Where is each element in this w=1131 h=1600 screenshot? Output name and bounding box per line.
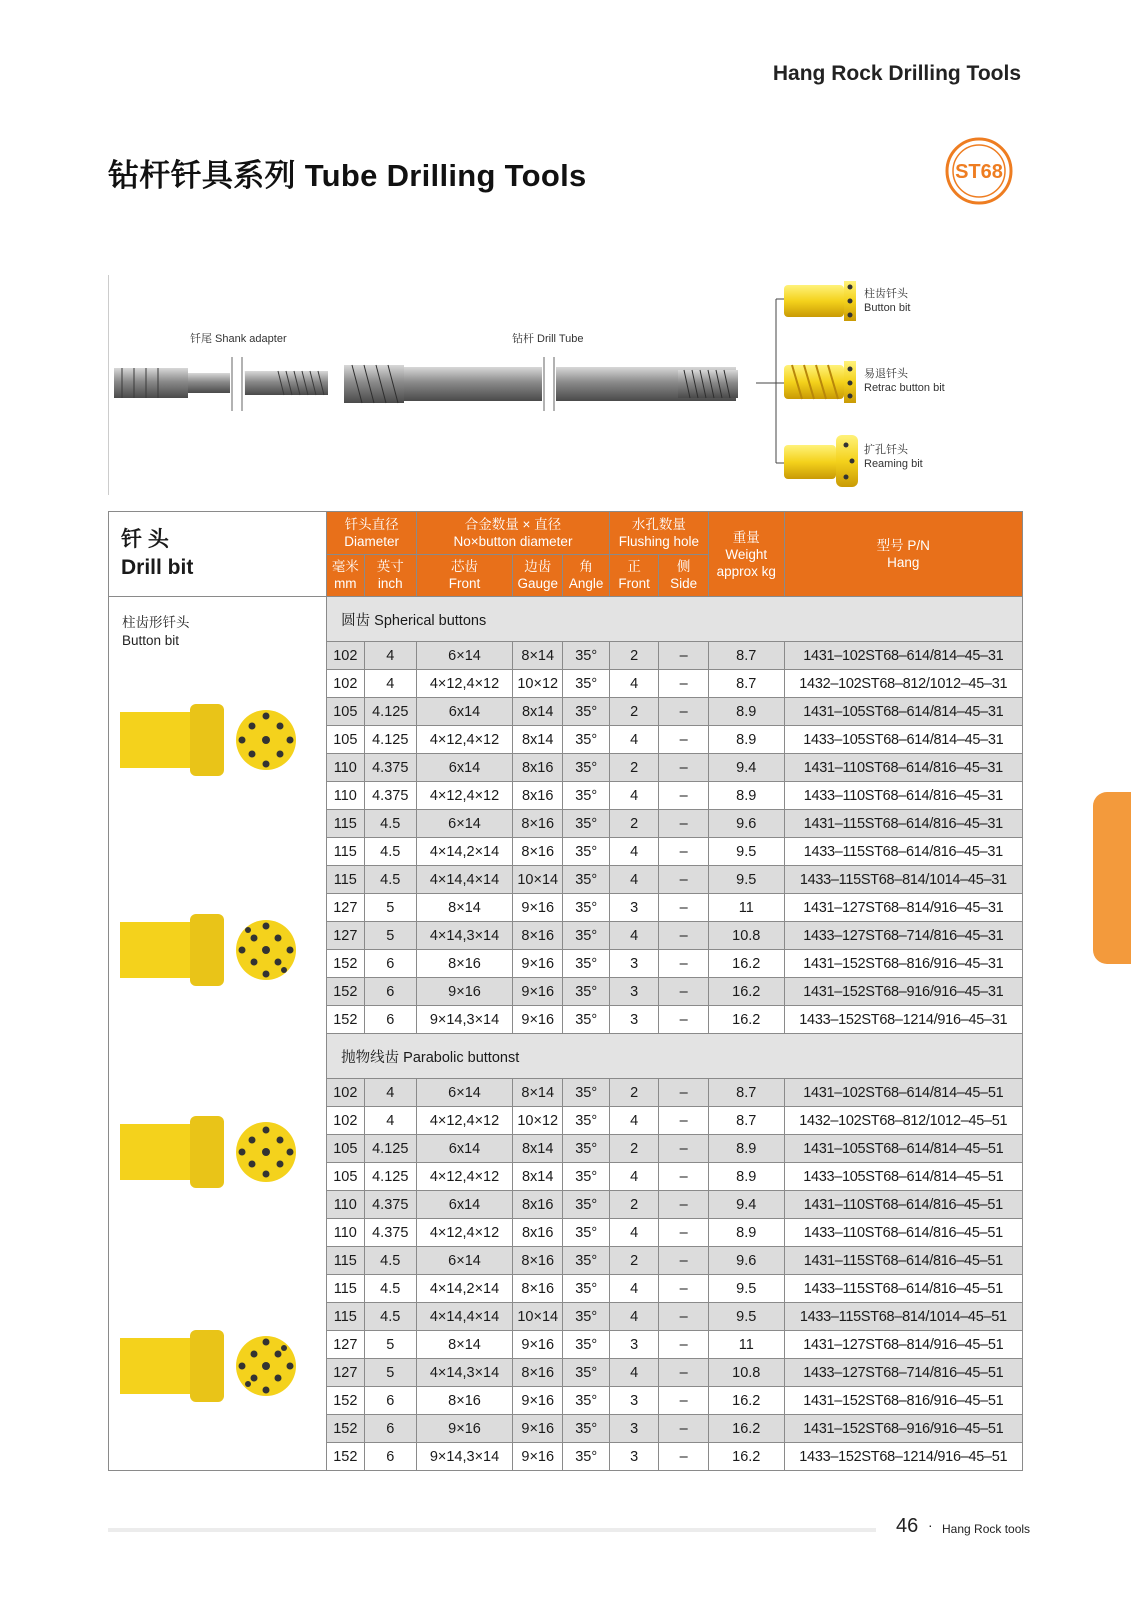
- cell-gauge: 8×16: [512, 1247, 562, 1275]
- brand-name: Hang Rock Drilling Tools: [772, 62, 1021, 85]
- cell-pn: 1431–152ST68–916/916–45–51: [784, 1415, 1022, 1443]
- cell-pn: 1433–115ST68–814/1014–45–51: [784, 1303, 1022, 1331]
- cell-inch: 4.5: [364, 1247, 417, 1275]
- cell-front: 4×12,4×12: [417, 1107, 513, 1135]
- cell-pn: 1433–110ST68–614/816–45–51: [784, 1219, 1022, 1247]
- cell-front: 4×12,4×12: [417, 1163, 513, 1191]
- cell-mm: 110: [327, 1191, 364, 1219]
- cell-pn: 1431–152ST68–816/916–45–51: [784, 1387, 1022, 1415]
- cell-pn: 1433–152ST68–1214/916–45–31: [784, 1006, 1022, 1034]
- cell-gauge: 9×16: [512, 1415, 562, 1443]
- cell-weight: 10.8: [708, 1359, 784, 1387]
- cell-inch: 4.125: [364, 698, 417, 726]
- cell-inch: 4.5: [364, 1303, 417, 1331]
- cell-angle: 35°: [563, 894, 609, 922]
- cell-angle: 35°: [563, 726, 609, 754]
- cell-pn: 1433–115ST68–614/816–45–51: [784, 1275, 1022, 1303]
- cell-gauge: 8x14: [512, 726, 562, 754]
- cell-mm: 102: [327, 1107, 364, 1135]
- cell-angle: 35°: [563, 642, 609, 670]
- cell-mm: 152: [327, 1006, 364, 1034]
- cell-gauge: 8x14: [512, 698, 562, 726]
- cell-pn: 1431–127ST68–814/916–45–51: [784, 1331, 1022, 1359]
- cell-mm: 115: [327, 1275, 364, 1303]
- footer-name: Hang Rock tools: [942, 1522, 1031, 1536]
- cell-flush-side: –: [659, 1006, 708, 1034]
- cell-gauge: 8×14: [512, 1079, 562, 1107]
- flush-side-header: 侧 Side: [659, 554, 708, 597]
- cell-pn: 1431–127ST68–814/916–45–31: [784, 894, 1022, 922]
- cell-pn: 1431–102ST68–614/814–45–51: [784, 1079, 1022, 1107]
- cell-mm: 152: [327, 978, 364, 1006]
- cell-gauge: 8x14: [512, 1135, 562, 1163]
- cell-angle: 35°: [563, 782, 609, 810]
- cell-flush-side: –: [659, 1303, 708, 1331]
- cell-flush-side: –: [659, 1331, 708, 1359]
- cell-inch: 6: [364, 1443, 417, 1471]
- page-dot: ·: [928, 1517, 933, 1533]
- front-header: 芯齿 Front: [417, 554, 513, 597]
- drill-string-diagram: [108, 275, 1008, 495]
- bit-image-3: [120, 1112, 320, 1192]
- cell-front: 9×16: [417, 1415, 513, 1443]
- button-bit-caption: 柱齿形钎头 Button bit: [122, 615, 190, 648]
- retrac-bit-shape: [784, 361, 856, 403]
- cell-flush-side: –: [659, 838, 708, 866]
- cell-weight: 8.9: [708, 1163, 784, 1191]
- page-title: 钻杆钎具系列 Tube Drilling Tools: [108, 158, 587, 193]
- cell-gauge: 9×16: [512, 1006, 562, 1034]
- cell-angle: 35°: [563, 670, 609, 698]
- section-title: 抛物线齿 Parabolic buttonst: [327, 1034, 1023, 1079]
- cell-flush-side: –: [659, 1163, 708, 1191]
- cell-inch: 4.5: [364, 1275, 417, 1303]
- cell-pn: 1431–102ST68–614/814–45–31: [784, 642, 1022, 670]
- pn-header: 型号 P/N Hang: [784, 512, 1022, 597]
- cell-flush-front: 4: [609, 1107, 658, 1135]
- cell-flush-side: –: [659, 1415, 708, 1443]
- cell-pn: 1432–102ST68–812/1012–45–31: [784, 670, 1022, 698]
- cell-inch: 4.5: [364, 866, 417, 894]
- cell-angle: 35°: [563, 1191, 609, 1219]
- cell-flush-front: 4: [609, 866, 658, 894]
- cell-inch: 4.125: [364, 1135, 417, 1163]
- cell-gauge: 8×14: [512, 642, 562, 670]
- cell-front: 4×12,4×12: [417, 670, 513, 698]
- cell-flush-side: –: [659, 1107, 708, 1135]
- cell-weight: 8.9: [708, 782, 784, 810]
- cell-inch: 6: [364, 1387, 417, 1415]
- cell-flush-side: –: [659, 754, 708, 782]
- cell-front: 6×14: [417, 810, 513, 838]
- shank-adapter-shape: [114, 368, 328, 398]
- cell-weight: 16.2: [708, 1387, 784, 1415]
- cell-inch: 5: [364, 1331, 417, 1359]
- cell-inch: 4.5: [364, 838, 417, 866]
- cell-flush-front: 2: [609, 698, 658, 726]
- cell-gauge: 8x16: [512, 1219, 562, 1247]
- cell-front: 6x14: [417, 1191, 513, 1219]
- cell-angle: 35°: [563, 1135, 609, 1163]
- cell-flush-front: 4: [609, 1219, 658, 1247]
- cell-flush-front: 3: [609, 950, 658, 978]
- cell-inch: 4: [364, 1079, 417, 1107]
- cell-flush-front: 2: [609, 1079, 658, 1107]
- section-title: 圆齿 Spherical buttons: [327, 597, 1023, 642]
- cell-flush-side: –: [659, 950, 708, 978]
- cell-angle: 35°: [563, 978, 609, 1006]
- cell-inch: 5: [364, 922, 417, 950]
- cell-flush-front: 4: [609, 1303, 658, 1331]
- cell-flush-side: –: [659, 1135, 708, 1163]
- cell-angle: 35°: [563, 1275, 609, 1303]
- cell-weight: 9.5: [708, 838, 784, 866]
- cell-gauge: 9×16: [512, 1387, 562, 1415]
- cell-inch: 6: [364, 1006, 417, 1034]
- cell-pn: 1433–110ST68–614/816–45–31: [784, 782, 1022, 810]
- cell-front: 8×14: [417, 1331, 513, 1359]
- cell-weight: 8.9: [708, 726, 784, 754]
- cell-inch: 4.125: [364, 726, 417, 754]
- cell-mm: 110: [327, 754, 364, 782]
- cell-gauge: 9×16: [512, 1331, 562, 1359]
- bit-image-2: [120, 910, 320, 990]
- weight-header: 重量 Weight approx kg: [708, 512, 784, 597]
- cell-angle: 35°: [563, 1079, 609, 1107]
- cell-flush-front: 4: [609, 726, 658, 754]
- cell-flush-side: –: [659, 642, 708, 670]
- cell-flush-front: 3: [609, 1006, 658, 1034]
- cell-pn: 1433–115ST68–814/1014–45–31: [784, 866, 1022, 894]
- cell-angle: 35°: [563, 1163, 609, 1191]
- flushing-header: 水孔数量 Flushing hole: [609, 512, 708, 555]
- cell-weight: 9.5: [708, 1303, 784, 1331]
- cell-pn: 1431–105ST68–614/814–45–51: [784, 1135, 1022, 1163]
- cell-gauge: 8x16: [512, 1191, 562, 1219]
- cell-inch: 4.125: [364, 1163, 417, 1191]
- cell-inch: 5: [364, 1359, 417, 1387]
- cell-mm: 152: [327, 950, 364, 978]
- cell-inch: 6: [364, 950, 417, 978]
- cell-flush-front: 2: [609, 754, 658, 782]
- cell-weight: 9.5: [708, 1275, 784, 1303]
- bit-image-4: [120, 1326, 320, 1406]
- cell-flush-side: –: [659, 1359, 708, 1387]
- cell-gauge: 9×16: [512, 1443, 562, 1471]
- mm-header: 毫米 mm: [327, 554, 364, 597]
- diameter-header: 钎头直径 Diameter: [327, 512, 417, 555]
- cell-flush-front: 4: [609, 1163, 658, 1191]
- cell-weight: 16.2: [708, 1443, 784, 1471]
- cell-angle: 35°: [563, 866, 609, 894]
- logo-text: ST68: [955, 161, 1003, 183]
- cell-front: 9×14,3×14: [417, 1006, 513, 1034]
- cell-angle: 35°: [563, 1387, 609, 1415]
- cell-mm: 127: [327, 922, 364, 950]
- cell-angle: 35°: [563, 810, 609, 838]
- cell-angle: 35°: [563, 1247, 609, 1275]
- cell-pn: 1433–152ST68–1214/916–45–51: [784, 1443, 1022, 1471]
- retrac-bit-label: 易退钎头 Retrac button bit: [864, 368, 945, 394]
- cell-mm: 152: [327, 1415, 364, 1443]
- cell-gauge: 10×14: [512, 1303, 562, 1331]
- cell-front: 8×14: [417, 894, 513, 922]
- cell-flush-side: –: [659, 978, 708, 1006]
- cell-inch: 4: [364, 1107, 417, 1135]
- cell-inch: 5: [364, 894, 417, 922]
- cell-gauge: 8×16: [512, 1275, 562, 1303]
- cell-gauge: 8x16: [512, 782, 562, 810]
- cell-gauge: 8×16: [512, 1359, 562, 1387]
- cell-weight: 8.9: [708, 1219, 784, 1247]
- cell-front: 4×14,4×14: [417, 1303, 513, 1331]
- cell-pn: 1431–110ST68–614/816–45–51: [784, 1191, 1022, 1219]
- cell-weight: 8.7: [708, 1107, 784, 1135]
- cell-mm: 110: [327, 1219, 364, 1247]
- cell-gauge: 8x14: [512, 1163, 562, 1191]
- cell-mm: 105: [327, 1163, 364, 1191]
- drill-bit-heading-cell: [109, 512, 327, 597]
- cell-inch: 4.375: [364, 1191, 417, 1219]
- cell-weight: 9.4: [708, 1191, 784, 1219]
- cell-pn: 1433–127ST68–714/816–45–51: [784, 1359, 1022, 1387]
- cell-gauge: 10×14: [512, 866, 562, 894]
- cell-flush-front: 2: [609, 1135, 658, 1163]
- cell-angle: 35°: [563, 838, 609, 866]
- cell-weight: 9.6: [708, 1247, 784, 1275]
- cell-flush-front: 2: [609, 1247, 658, 1275]
- cell-flush-front: 4: [609, 1275, 658, 1303]
- drill-bit-en: Drill bit: [121, 556, 194, 579]
- cell-gauge: 8×16: [512, 922, 562, 950]
- cell-flush-side: –: [659, 726, 708, 754]
- cell-angle: 35°: [563, 1415, 609, 1443]
- cell-flush-side: –: [659, 1387, 708, 1415]
- cell-pn: 1433–105ST68–614/814–45–51: [784, 1163, 1022, 1191]
- cell-flush-front: 3: [609, 1387, 658, 1415]
- cell-mm: 110: [327, 782, 364, 810]
- cell-gauge: 8×16: [512, 810, 562, 838]
- page-number: 46: [896, 1515, 919, 1537]
- cell-inch: 6: [364, 1415, 417, 1443]
- cell-pn: 1433–105ST68–614/814–45–31: [784, 726, 1022, 754]
- cell-flush-side: –: [659, 1443, 708, 1471]
- cell-gauge: 9×16: [512, 978, 562, 1006]
- reaming-bit-label: 扩孔钎头 Reaming bit: [864, 444, 923, 470]
- inch-header: 英寸 inch: [364, 554, 417, 597]
- cell-weight: 8.7: [708, 642, 784, 670]
- cell-angle: 35°: [563, 754, 609, 782]
- cell-inch: 4.375: [364, 1219, 417, 1247]
- cell-angle: 35°: [563, 922, 609, 950]
- buttons-header: 合金数量 × 直径 No×button diameter: [417, 512, 610, 555]
- cell-inch: 4: [364, 670, 417, 698]
- cell-front: 9×16: [417, 978, 513, 1006]
- drill-bit-cn: 钎 头: [121, 528, 169, 551]
- cell-front: 4×12,4×12: [417, 782, 513, 810]
- cell-angle: 35°: [563, 1443, 609, 1471]
- cell-gauge: 8x16: [512, 754, 562, 782]
- cell-flush-side: –: [659, 670, 708, 698]
- cell-front: 6x14: [417, 754, 513, 782]
- cell-mm: 152: [327, 1443, 364, 1471]
- cell-flush-side: –: [659, 1219, 708, 1247]
- cell-front: 4×12,4×12: [417, 726, 513, 754]
- cell-angle: 35°: [563, 1219, 609, 1247]
- cell-flush-side: –: [659, 698, 708, 726]
- st68-logo: [944, 136, 1014, 206]
- cell-angle: 35°: [563, 950, 609, 978]
- reaming-bit-shape: [784, 435, 858, 487]
- cell-flush-side: –: [659, 866, 708, 894]
- cell-pn: 1433–115ST68–614/816–45–31: [784, 838, 1022, 866]
- cell-front: 6x14: [417, 698, 513, 726]
- cell-flush-front: 2: [609, 810, 658, 838]
- footer-divider: [108, 1528, 876, 1532]
- bit-image-1: [120, 700, 320, 780]
- cell-flush-front: 4: [609, 782, 658, 810]
- cell-gauge: 9×16: [512, 950, 562, 978]
- cell-front: 6×14: [417, 642, 513, 670]
- cell-inch: 4: [364, 642, 417, 670]
- side-tab: [1093, 792, 1131, 964]
- cell-flush-side: –: [659, 1247, 708, 1275]
- cell-front: 4×12,4×12: [417, 1219, 513, 1247]
- cell-mm: 115: [327, 866, 364, 894]
- cell-mm: 115: [327, 1247, 364, 1275]
- cell-weight: 11: [708, 1331, 784, 1359]
- cell-inch: 4.375: [364, 782, 417, 810]
- cell-weight: 8.7: [708, 670, 784, 698]
- cell-front: 6×14: [417, 1247, 513, 1275]
- cell-flush-side: –: [659, 782, 708, 810]
- cell-weight: 16.2: [708, 1415, 784, 1443]
- button-bit-shape: [784, 281, 856, 321]
- cell-front: 8×16: [417, 950, 513, 978]
- cell-weight: 11: [708, 894, 784, 922]
- cell-inch: 4.5: [364, 810, 417, 838]
- cell-flush-front: 3: [609, 1443, 658, 1471]
- cell-angle: 35°: [563, 698, 609, 726]
- cell-angle: 35°: [563, 1331, 609, 1359]
- cell-front: 4×14,3×14: [417, 922, 513, 950]
- cell-front: 8×16: [417, 1387, 513, 1415]
- cell-pn: 1431–105ST68–614/814–45–31: [784, 698, 1022, 726]
- cell-mm: 152: [327, 1387, 364, 1415]
- cell-front: 4×14,3×14: [417, 1359, 513, 1387]
- cell-flush-side: –: [659, 1079, 708, 1107]
- cell-weight: 8.7: [708, 1079, 784, 1107]
- cell-mm: 115: [327, 1303, 364, 1331]
- drill-tube-label: 钻杆 Drill Tube: [512, 333, 584, 345]
- angle-header: 角 Angle: [563, 554, 609, 597]
- cell-weight: 8.9: [708, 1135, 784, 1163]
- cell-flush-side: –: [659, 1275, 708, 1303]
- cell-mm: 127: [327, 1331, 364, 1359]
- cell-weight: 16.2: [708, 1006, 784, 1034]
- cell-weight: 16.2: [708, 978, 784, 1006]
- cell-weight: 8.9: [708, 698, 784, 726]
- cell-flush-front: 2: [609, 642, 658, 670]
- cell-weight: 9.4: [708, 754, 784, 782]
- cell-flush-front: 4: [609, 670, 658, 698]
- cell-flush-front: 3: [609, 978, 658, 1006]
- cell-flush-side: –: [659, 922, 708, 950]
- cell-front: 4×14,2×14: [417, 838, 513, 866]
- cell-mm: 102: [327, 670, 364, 698]
- cell-mm: 102: [327, 1079, 364, 1107]
- cell-pn: 1431–115ST68–614/816–45–31: [784, 810, 1022, 838]
- cell-flush-front: 3: [609, 1415, 658, 1443]
- cell-pn: 1433–127ST68–714/816–45–31: [784, 922, 1022, 950]
- cell-flush-front: 2: [609, 1191, 658, 1219]
- shank-adapter-label: 钎尾 Shank adapter: [190, 333, 287, 345]
- cell-front: 4×14,2×14: [417, 1275, 513, 1303]
- cell-flush-front: 3: [609, 1331, 658, 1359]
- cell-weight: 16.2: [708, 950, 784, 978]
- cell-mm: 105: [327, 698, 364, 726]
- button-bit-label: 柱齿钎头 Button bit: [864, 288, 911, 314]
- cell-gauge: 8×16: [512, 838, 562, 866]
- cell-weight: 9.6: [708, 810, 784, 838]
- cell-flush-side: –: [659, 1191, 708, 1219]
- cell-mm: 115: [327, 810, 364, 838]
- cell-front: 9×14,3×14: [417, 1443, 513, 1471]
- cell-pn: 1431–110ST68–614/816–45–31: [784, 754, 1022, 782]
- cell-angle: 35°: [563, 1303, 609, 1331]
- cell-inch: 6: [364, 978, 417, 1006]
- cell-flush-side: –: [659, 894, 708, 922]
- cell-angle: 35°: [563, 1107, 609, 1135]
- cell-gauge: 9×16: [512, 894, 562, 922]
- cell-pn: 1431–115ST68–614/816–45–51: [784, 1247, 1022, 1275]
- cell-mm: 127: [327, 1359, 364, 1387]
- gauge-header: 边齿 Gauge: [512, 554, 562, 597]
- cell-mm: 105: [327, 726, 364, 754]
- cell-front: 4×14,4×14: [417, 866, 513, 894]
- cell-mm: 127: [327, 894, 364, 922]
- cell-inch: 4.375: [364, 754, 417, 782]
- cell-angle: 35°: [563, 1359, 609, 1387]
- cell-weight: 9.5: [708, 866, 784, 894]
- cell-pn: 1431–152ST68–816/916–45–31: [784, 950, 1022, 978]
- cell-flush-side: –: [659, 810, 708, 838]
- cell-flush-front: 4: [609, 922, 658, 950]
- cell-flush-front: 4: [609, 838, 658, 866]
- cell-front: 6×14: [417, 1079, 513, 1107]
- cell-mm: 105: [327, 1135, 364, 1163]
- drill-tube-shape: [344, 357, 738, 411]
- cell-mm: 115: [327, 838, 364, 866]
- cell-flush-front: 4: [609, 1359, 658, 1387]
- cell-flush-front: 3: [609, 894, 658, 922]
- cell-gauge: 10×12: [512, 1107, 562, 1135]
- cell-front: 6x14: [417, 1135, 513, 1163]
- cell-mm: 102: [327, 642, 364, 670]
- flush-front-header: 正 Front: [609, 554, 658, 597]
- cell-gauge: 10×12: [512, 670, 562, 698]
- cell-angle: 35°: [563, 1006, 609, 1034]
- cell-pn: 1432–102ST68–812/1012–45–51: [784, 1107, 1022, 1135]
- cell-pn: 1431–152ST68–916/916–45–31: [784, 978, 1022, 1006]
- cell-weight: 10.8: [708, 922, 784, 950]
